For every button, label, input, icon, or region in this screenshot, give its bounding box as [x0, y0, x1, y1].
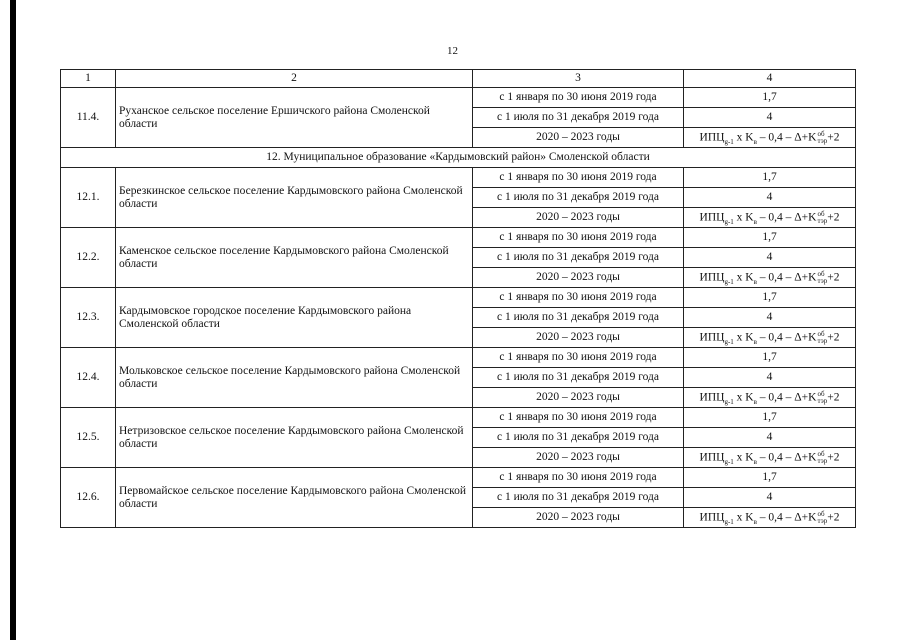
formula-middle: – 0,4 – Δ+ — [759, 211, 809, 224]
formula-middle: – 0,4 – Δ+ — [759, 511, 809, 524]
value-first-half: 1,7 — [684, 168, 856, 188]
period-range: 2020 – 2023 годы — [473, 508, 684, 528]
formula-k2-sub: тэр — [817, 216, 828, 225]
formula-k: K — [745, 331, 754, 344]
formula-ipc-sub: g-1 — [724, 137, 734, 146]
period-range: 2020 – 2023 годы — [473, 328, 684, 348]
page-number: 12 — [447, 45, 458, 57]
settlement-number: 12.1. — [61, 168, 116, 228]
formula-k-sub: в — [753, 277, 757, 286]
formula-k2-sup: об — [817, 269, 825, 278]
settlement-name: Кардымовское городское поселение Кардымовского района Смоленской области — [116, 288, 473, 348]
table-row — [61, 348, 856, 368]
formula-times: x — [736, 391, 743, 404]
formula-k2-sub: тэр — [817, 276, 828, 285]
formula-k2-sup: об — [817, 209, 825, 218]
formula-cell — [684, 208, 856, 228]
period-first-half: с 1 января по 30 июня 2019 года — [473, 168, 684, 188]
formula-ipc: ИПЦ — [699, 511, 725, 524]
period-range: 2020 – 2023 годы — [473, 128, 684, 148]
formula-k2: K — [808, 131, 817, 144]
formula-cell — [684, 448, 856, 468]
formula-k2: K — [808, 271, 817, 284]
formula-ipc: ИПЦ — [699, 271, 725, 284]
formula-k2-sup: об — [817, 329, 825, 338]
formula-k2-sub: тэр — [817, 396, 828, 405]
formula-ipc-sub: g-1 — [724, 517, 734, 526]
formula-k-sub: в — [753, 337, 757, 346]
formula-middle: – 0,4 – Δ+ — [759, 271, 809, 284]
period-first-half: с 1 января по 30 июня 2019 года — [473, 228, 684, 248]
formula-ipc-sub: g-1 — [724, 277, 734, 286]
table-row — [61, 168, 856, 188]
formula-end: +2 — [827, 451, 840, 464]
table-row — [61, 88, 856, 108]
section-title: 12. Муниципальное образование «Кардымовский район» Смоленской области — [61, 148, 856, 168]
scan-border — [10, 0, 16, 640]
settlement-number: 12.3. — [61, 288, 116, 348]
period-range: 2020 – 2023 годы — [473, 208, 684, 228]
period-second-half: с 1 июля по 31 декабря 2019 года — [473, 488, 684, 508]
table-header-row — [61, 70, 856, 88]
formula-end: +2 — [827, 511, 840, 524]
value-second-half: 4 — [684, 108, 856, 128]
formula-ipc-sub: g-1 — [724, 457, 734, 466]
period-second-half: с 1 июля по 31 декабря 2019 года — [473, 248, 684, 268]
period-second-half: с 1 июля по 31 декабря 2019 года — [473, 108, 684, 128]
settlement-name: Каменское сельское поселение Кардымовского района Смоленской области — [116, 228, 473, 288]
formula-k2-indices — [817, 331, 827, 345]
period-first-half: с 1 января по 30 июня 2019 года — [473, 468, 684, 488]
formula-k-sub: в — [753, 457, 757, 466]
period-range: 2020 – 2023 годы — [473, 268, 684, 288]
formula-ipc: ИПЦ — [699, 391, 725, 404]
table-row — [61, 288, 856, 308]
formula-cell — [684, 388, 856, 408]
value-second-half: 4 — [684, 188, 856, 208]
formula-end: +2 — [827, 271, 840, 284]
formula-cell — [684, 328, 856, 348]
formula-k2-sup: об — [817, 389, 825, 398]
formula-middle: – 0,4 – Δ+ — [759, 451, 809, 464]
table-row — [61, 468, 856, 488]
settlement-name: Первомайское сельское поселение Кардымовского района Смоленской области — [116, 468, 473, 528]
formula-k2-sub: тэр — [817, 516, 828, 525]
formula-ipc: ИПЦ — [699, 451, 725, 464]
header-col-4: 4 — [684, 70, 856, 88]
settlement-number: 12.4. — [61, 348, 116, 408]
formula-k2-indices — [817, 451, 827, 465]
formula-k: K — [745, 451, 754, 464]
formula-end: +2 — [827, 211, 840, 224]
formula-k2-sup: об — [817, 509, 825, 518]
formula-times: x — [736, 131, 743, 144]
period-first-half: с 1 января по 30 июня 2019 года — [473, 88, 684, 108]
header-col-3: 3 — [473, 70, 684, 88]
formula-k2-sup: об — [817, 129, 825, 138]
settlement-name: Руханское сельское поселение Ершичского района Смоленской области — [116, 88, 473, 148]
formula-k2-sub: тэр — [817, 136, 828, 145]
period-first-half: с 1 января по 30 июня 2019 года — [473, 288, 684, 308]
value-second-half: 4 — [684, 308, 856, 328]
formula-ipc: ИПЦ — [699, 331, 725, 344]
settlement-name: Нетризовское сельское поселение Кардымовского района Смоленской области — [116, 408, 473, 468]
tariff-table — [60, 69, 856, 528]
value-second-half: 4 — [684, 428, 856, 448]
value-second-half: 4 — [684, 368, 856, 388]
settlement-number: 12.6. — [61, 468, 116, 528]
period-second-half: с 1 июля по 31 декабря 2019 года — [473, 308, 684, 328]
formula-k: K — [745, 511, 754, 524]
formula-ipc-sub: g-1 — [724, 337, 734, 346]
formula-k2: K — [808, 511, 817, 524]
formula-ipc: ИПЦ — [699, 131, 725, 144]
period-second-half: с 1 июля по 31 декабря 2019 года — [473, 428, 684, 448]
formula-k-sub: в — [753, 517, 757, 526]
period-second-half: с 1 июля по 31 декабря 2019 года — [473, 368, 684, 388]
formula-cell — [684, 268, 856, 288]
settlement-name: Мольковское сельское поселение Кардымовского района Смоленской области — [116, 348, 473, 408]
formula-k2: K — [808, 331, 817, 344]
settlement-number: 12.2. — [61, 228, 116, 288]
table-row — [61, 408, 856, 428]
formula-k2-indices — [817, 211, 827, 225]
formula-ipc: ИПЦ — [699, 211, 725, 224]
formula-k-sub: в — [753, 137, 757, 146]
formula-middle: – 0,4 – Δ+ — [759, 131, 809, 144]
formula-k2-indices — [817, 391, 827, 405]
period-first-half: с 1 января по 30 июня 2019 года — [473, 348, 684, 368]
period-first-half: с 1 января по 30 июня 2019 года — [473, 408, 684, 428]
formula-k2-indices — [817, 511, 827, 525]
formula-k: K — [745, 271, 754, 284]
formula-k2-sub: тэр — [817, 336, 828, 345]
settlement-number: 11.4. — [61, 88, 116, 148]
formula-ipc-sub: g-1 — [724, 397, 734, 406]
value-first-half: 1,7 — [684, 348, 856, 368]
formula-k2: K — [808, 391, 817, 404]
formula-k-sub: в — [753, 217, 757, 226]
formula-k2-sup: об — [817, 449, 825, 458]
formula-times: x — [736, 331, 743, 344]
value-first-half: 1,7 — [684, 88, 856, 108]
header-col-1: 1 — [61, 70, 116, 88]
formula-cell — [684, 128, 856, 148]
formula-times: x — [736, 211, 743, 224]
formula-k: K — [745, 211, 754, 224]
formula-middle: – 0,4 – Δ+ — [759, 391, 809, 404]
settlement-number: 12.5. — [61, 408, 116, 468]
formula-k: K — [745, 391, 754, 404]
formula-times: x — [736, 271, 743, 284]
settlement-name: Березкинское сельское поселение Кардымовского района Смоленской области — [116, 168, 473, 228]
formula-end: +2 — [827, 391, 840, 404]
formula-k2-sub: тэр — [817, 456, 828, 465]
formula-middle: – 0,4 – Δ+ — [759, 331, 809, 344]
period-range: 2020 – 2023 годы — [473, 448, 684, 468]
section-title-row — [61, 148, 856, 168]
value-second-half: 4 — [684, 248, 856, 268]
formula-end: +2 — [827, 331, 840, 344]
formula-end: +2 — [827, 131, 840, 144]
value-second-half: 4 — [684, 488, 856, 508]
formula-k2: K — [808, 211, 817, 224]
formula-times: x — [736, 511, 743, 524]
formula-ipc-sub: g-1 — [724, 217, 734, 226]
period-second-half: с 1 июля по 31 декабря 2019 года — [473, 188, 684, 208]
formula-k-sub: в — [753, 397, 757, 406]
formula-k: K — [745, 131, 754, 144]
header-col-2: 2 — [116, 70, 473, 88]
formula-k2-indices — [817, 271, 827, 285]
value-first-half: 1,7 — [684, 228, 856, 248]
formula-k2-indices — [817, 131, 827, 145]
formula-times: x — [736, 451, 743, 464]
value-first-half: 1,7 — [684, 288, 856, 308]
period-range: 2020 – 2023 годы — [473, 388, 684, 408]
formula-k2: K — [808, 451, 817, 464]
formula-cell — [684, 508, 856, 528]
table-row — [61, 228, 856, 248]
value-first-half: 1,7 — [684, 468, 856, 488]
value-first-half: 1,7 — [684, 408, 856, 428]
